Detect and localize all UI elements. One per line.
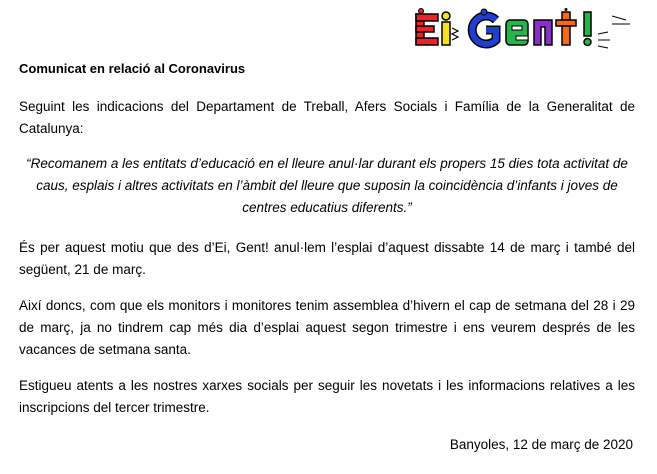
paragraph-social-media: Estigueu atents a les nostres xarxes socials per seguir les novetats i les informacions relatives a les inscripcions del tercer trimestre. (19, 378, 635, 415)
logo-exclamation (584, 12, 630, 48)
ei-gent-logo (412, 8, 640, 54)
logo-letter-n (534, 20, 552, 45)
logo-letter-g (472, 9, 496, 44)
logo-letter-e-small (506, 20, 528, 45)
paragraph-cancellation: És per aquest motiu que des d’Ei, Gent! anul·lem l’esplai d’aquest dissabte 14 de març i també del següent, 21 de març. (19, 240, 635, 277)
paragraph-intro: Seguint les indicacions del Departament de Treball, Afers Socials i Família de la Generalitat de Catalunya: (19, 99, 635, 136)
logo-letter-i (442, 12, 458, 45)
quote-block: “Recomanem a les entitats d’educació en el lleure anul·lar durant els propers 15 dies tota activitat de caus, esplais i altres activitats en l’àmbit del lleure que suposin la coincidència d’infants i joves de centres educatius diferents.” (26, 156, 628, 215)
logo-letter-e (416, 9, 438, 46)
paragraph-assembly: Així doncs, com que els monitors i monitores tenim assemblea d’hivern el cap de setmana del 28 i 29 de març, ja no tindrem cap més dia d’esplai aquest segon trimestre i ens veurem després de les vacances de setmana santa. (19, 298, 635, 357)
signature-date: Banyoles, 12 de març de 2020 (449, 437, 633, 452)
document-title: Comunicat en relació al Coronavirus (19, 61, 246, 76)
logo-letter-t (556, 8, 576, 45)
